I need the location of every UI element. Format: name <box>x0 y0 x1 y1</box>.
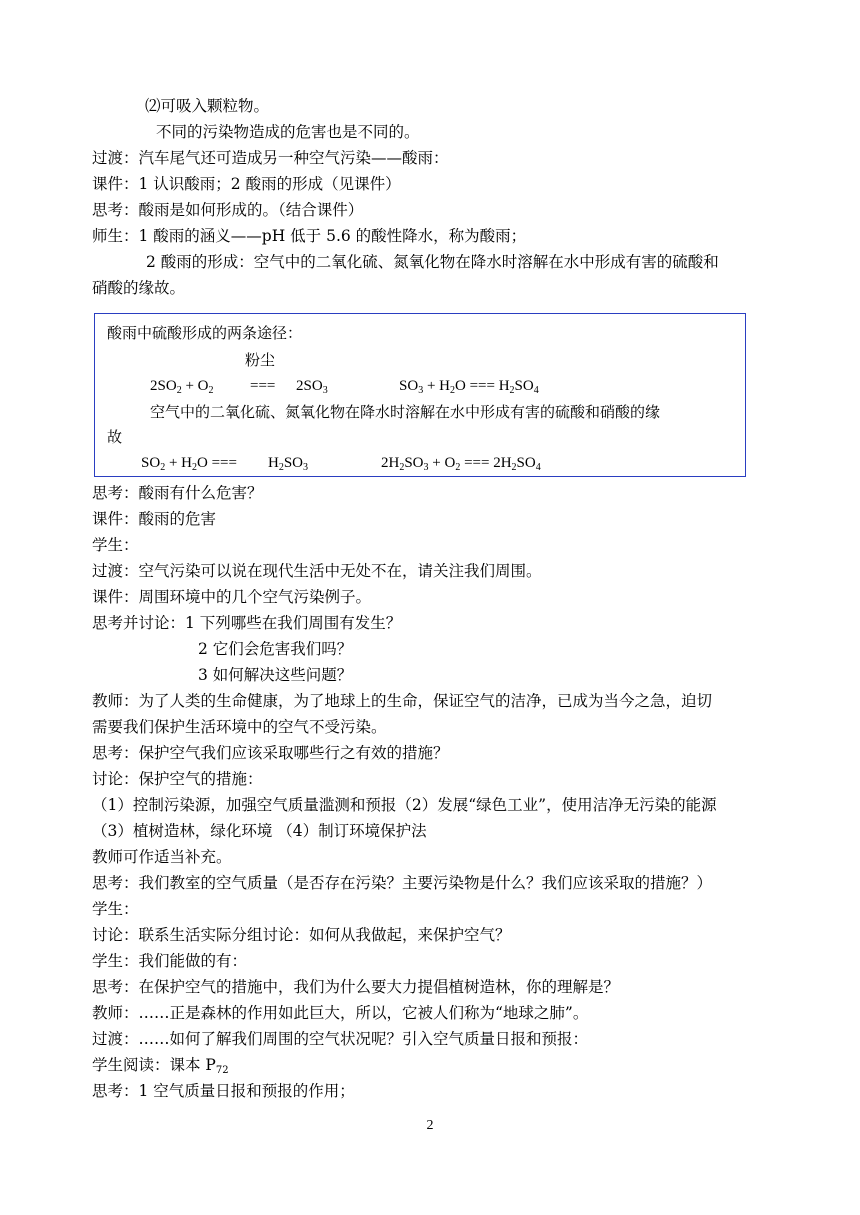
text-line: 思考：酸雨有什么危害？ <box>92 484 263 502</box>
text-line: 思考：保护空气我们应该采取哪些行之有效的措施？ <box>92 744 449 762</box>
text-line: 学生： <box>92 536 139 554</box>
text-line: 讨论：保护空气的措施： <box>92 770 263 788</box>
text-line: 2 酸雨的形成：空气中的二氧化硫、氮氧化物在降水时溶解在水中形成有害的硫酸和 <box>146 253 719 271</box>
equation-1-left: $2SO_2 + O_2$ <box>150 378 214 396</box>
text-line: （1）控制污染源，加强空气质量滥测和预报（2）发展“绿色工业”，使用洁净无污染的能源 <box>92 796 717 814</box>
text-line: 课件：周围环境中的几个空气污染例子。 <box>92 588 372 606</box>
text-line: 需要我们保护生活环境中的空气不受污染。 <box>92 718 387 736</box>
box-text-line: 空气中的二氧化硫、氮氧化物在降水时溶解在水中形成有害的硫酸和硝酸的缘 <box>150 403 661 421</box>
text-line: 思考：酸雨是如何形成的。（结合课件） <box>92 201 364 219</box>
equation-1-right: $2SO_3$ <box>296 378 328 396</box>
text-line: 思考并讨论：1 下列哪些在我们周围有发生？ <box>92 614 402 632</box>
text-line: 思考：1 空气质量日报和预报的作用； <box>92 1082 355 1100</box>
text-line: 讨论：联系生活实际分组讨论：如何从我做起，来保护空气？ <box>92 926 511 944</box>
text-line: 课件：1 认识酸雨；2 酸雨的形成（见课件） <box>92 175 401 193</box>
box-title: 酸雨中硫酸形成的两条途径： <box>107 324 303 342</box>
text-line: 学生：我们能做的有： <box>92 952 248 970</box>
text-line: 3 如何解决这些问题？ <box>198 666 353 684</box>
equation-1-arrow: === <box>250 378 276 394</box>
text-line: ⑵可吸入颗粒物。 <box>145 97 270 115</box>
equation-3-right: $H_2SO_3$ <box>268 455 309 473</box>
page-number: 2 <box>426 1118 434 1133</box>
text-line: 师生：1 酸雨的涵义——pH 低于 5.6 的酸性降水，称为酸雨； <box>92 227 527 245</box>
equation-2: $SO_3 + H_2O$ === $H_2SO_4$ <box>399 378 539 396</box>
text-line: 过渡：汽车尾气还可造成另一种空气污染——酸雨： <box>92 149 449 167</box>
text-line: 教师：……正是森林的作用如此巨大，所以，它被人们称为“地球之肺”。 <box>92 1004 589 1022</box>
text-line: 教师可作适当补充。 <box>92 848 232 866</box>
text-line: 过渡：……如何了解我们周围的空气状况呢？引入空气质量日报和预报： <box>92 1030 589 1048</box>
equation-4: $2H_2SO_3 + O_2$ === $2H_2SO_4$ <box>381 455 541 473</box>
text-line: 硝酸的缘故。 <box>92 279 186 297</box>
text-line: （3）植树造林，绿化环境 （4）制订环境保护法 <box>92 822 427 840</box>
text-line: 思考：我们教室的空气质量（是否存在污染？主要污染物是什么？我们应该采取的措施？） <box>92 874 713 892</box>
text-line: 教师：为了人类的生命健康，为了地球上的生命，保证空气的洁净，已成为当今之急，迫切 <box>92 692 713 710</box>
box-text-line: 故 <box>107 428 123 446</box>
text-line: 学生： <box>92 900 139 918</box>
text-line: 不同的污染物造成的危害也是不同的。 <box>156 123 420 141</box>
reading-line: 学生阅读：课本 $P_{72}$ <box>92 1056 229 1076</box>
text-line: 课件：酸雨的危害 <box>92 510 217 528</box>
catalyst-label: 粉尘 <box>245 351 276 369</box>
text-line: 过渡：空气污染可以说在现代生活中无处不在，请关注我们周围。 <box>92 562 542 580</box>
text-line: 思考：在保护空气的措施中，我们为什么要大力提倡植树造林，你的理解是？ <box>92 978 620 996</box>
text-line: 2 它们会危害我们吗？ <box>198 640 353 658</box>
equation-3-left: $SO_2 + H_2O$ === <box>141 455 237 473</box>
